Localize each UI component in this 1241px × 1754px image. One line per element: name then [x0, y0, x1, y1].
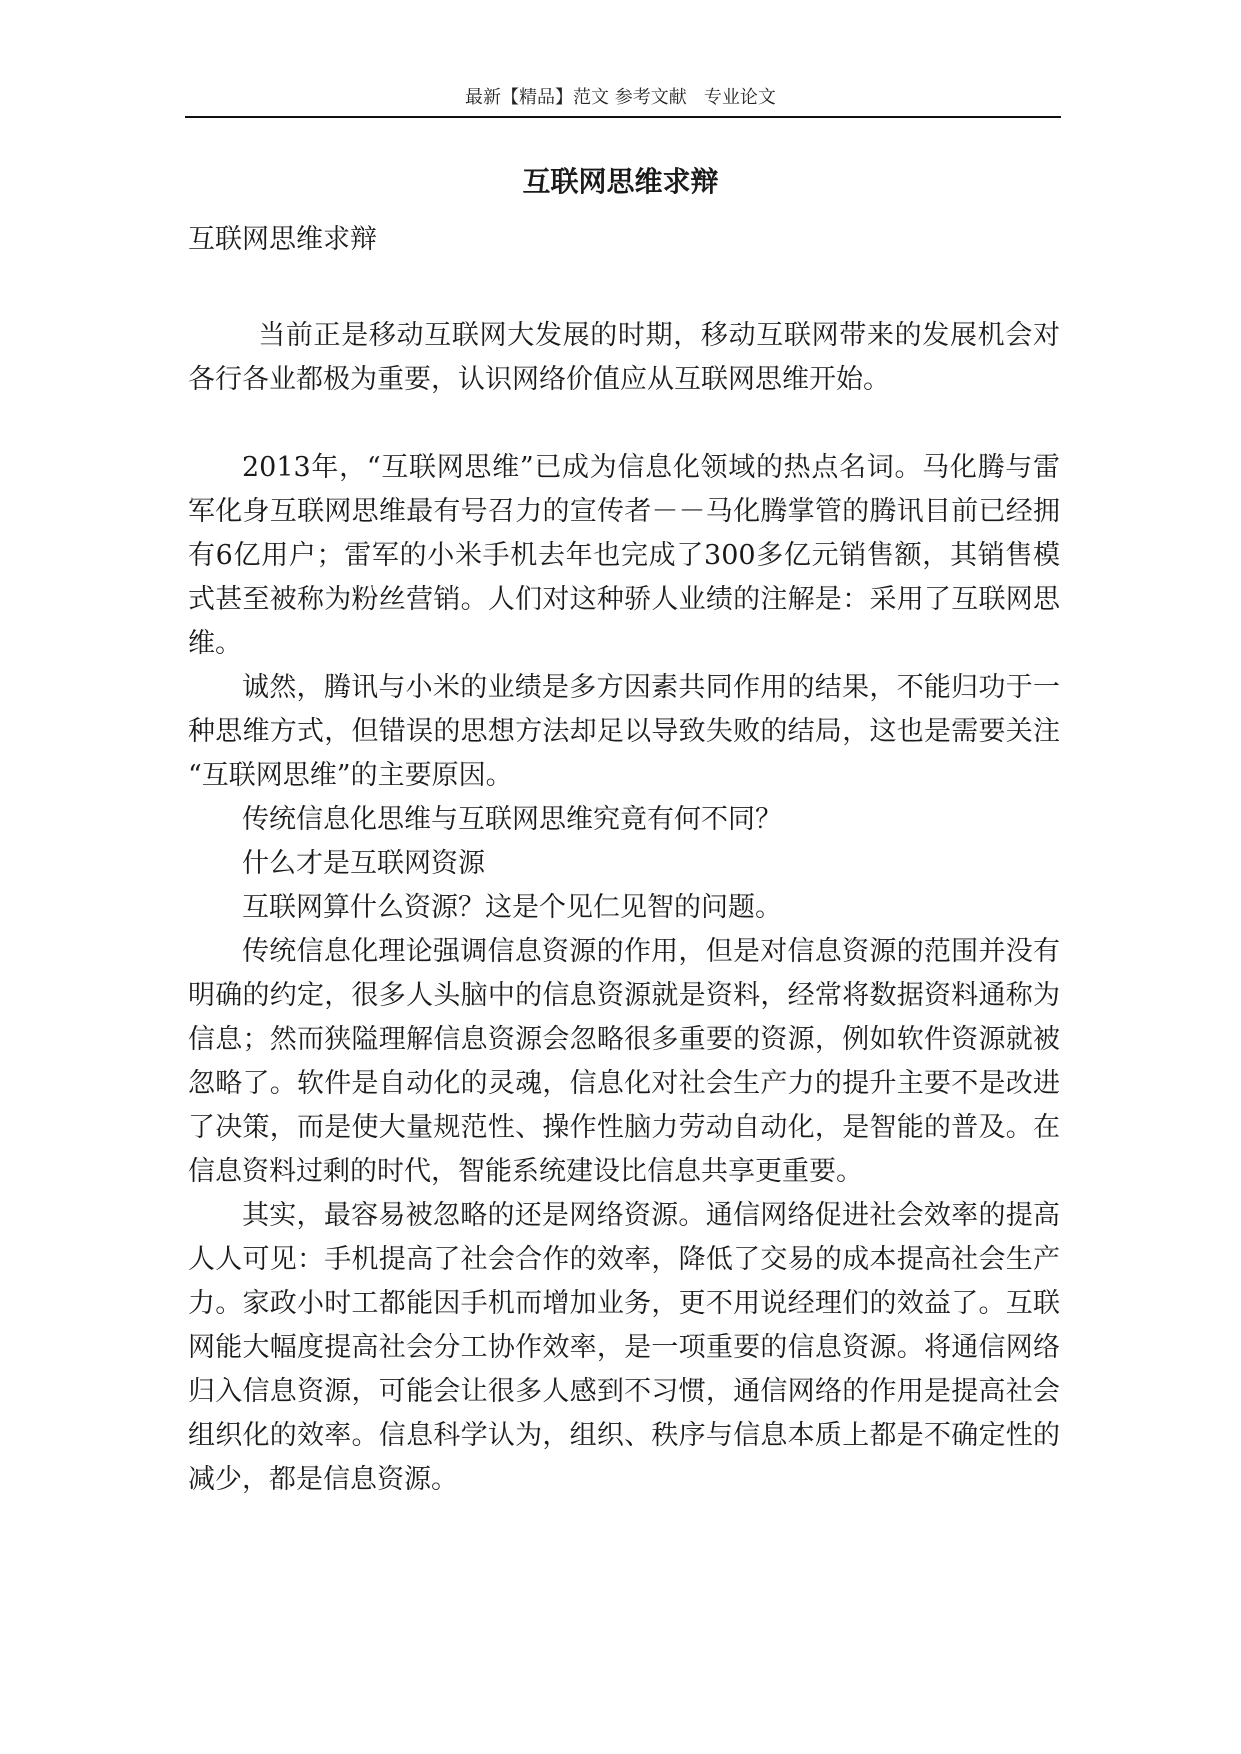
section-heading: 什么才是互联网资源 — [242, 848, 485, 879]
paragraph: 传统信息化思维与互联网思维究竟有何不同？ — [242, 804, 782, 835]
header-text: 最新【精品】范文 参考文献 专业论文 — [465, 87, 776, 108]
document-title: 互联网思维求辩 — [522, 165, 719, 198]
paragraph: 互联网算什么资源？这是个见仁见智的问题。 — [242, 892, 782, 923]
document-body — [188, 314, 1060, 1502]
paragraph: 其实，最容易被忽略的还是网络资源。通信网络促进社会效率的提高人人可见：手机提高了社会合作的效率，降低了交易的成本提高社会生产力。家政小时工都能因手机而增加业务，更不用说经理们的效益了。互联网能大幅度提高社会分工协作效率，是一项重要的信息资源。将通信网络归入信息资源，可能会让很多人感到不习惯，通信网络的作用是提高社会组织化的效率。信息科学认为，组织、秩序与信息本质上都是不确定性的减少，都是信息资源。 — [188, 1200, 1060, 1495]
paragraph: 2013年，“互联网思维”已成为信息化领域的热点名词。马化腾与雷军化身互联网思维最有号召力的宣传者－－马化腾掌管的腾讯目前已经拥有6亿用户；雷军的小米手机去年也完成了300多亿元销售额，其销售模式甚至被称为粉丝营销。人们对这种骄人业绩的注解是：采用了互联网思维。 — [188, 452, 1060, 659]
header-divider — [185, 116, 1061, 118]
document-subtitle: 互联网思维求辩 — [188, 224, 377, 255]
paragraph: 传统信息化理论强调信息资源的作用，但是对信息资源的范围并没有明确的约定，很多人头脑中的信息资源就是资料，经常将数据资料通称为信息；然而狭隘理解信息资源会忽略很多重要的资源，例如软件资源就被忽略了。软件是自动化的灵魂，信息化对社会生产力的提升主要不是改进了决策，而是使大量规范性、操作性脑力劳动自动化，是智能的普及。在信息资料过剩的时代，智能系统建设比信息共享更重要。 — [188, 936, 1060, 1187]
paragraph-intro: 当前正是移动互联网大发展的时期，移动互联网带来的发展机会对各行各业都极为重要，认识网络价值应从互联网思维开始。 — [188, 320, 1060, 395]
paragraph: 诚然，腾讯与小米的业绩是多方因素共同作用的结果，不能归功于一种思维方式，但错误的思想方法却足以导致失败的结局，这也是需要关注 “互联网思维”的主要原因。 — [188, 672, 1060, 791]
